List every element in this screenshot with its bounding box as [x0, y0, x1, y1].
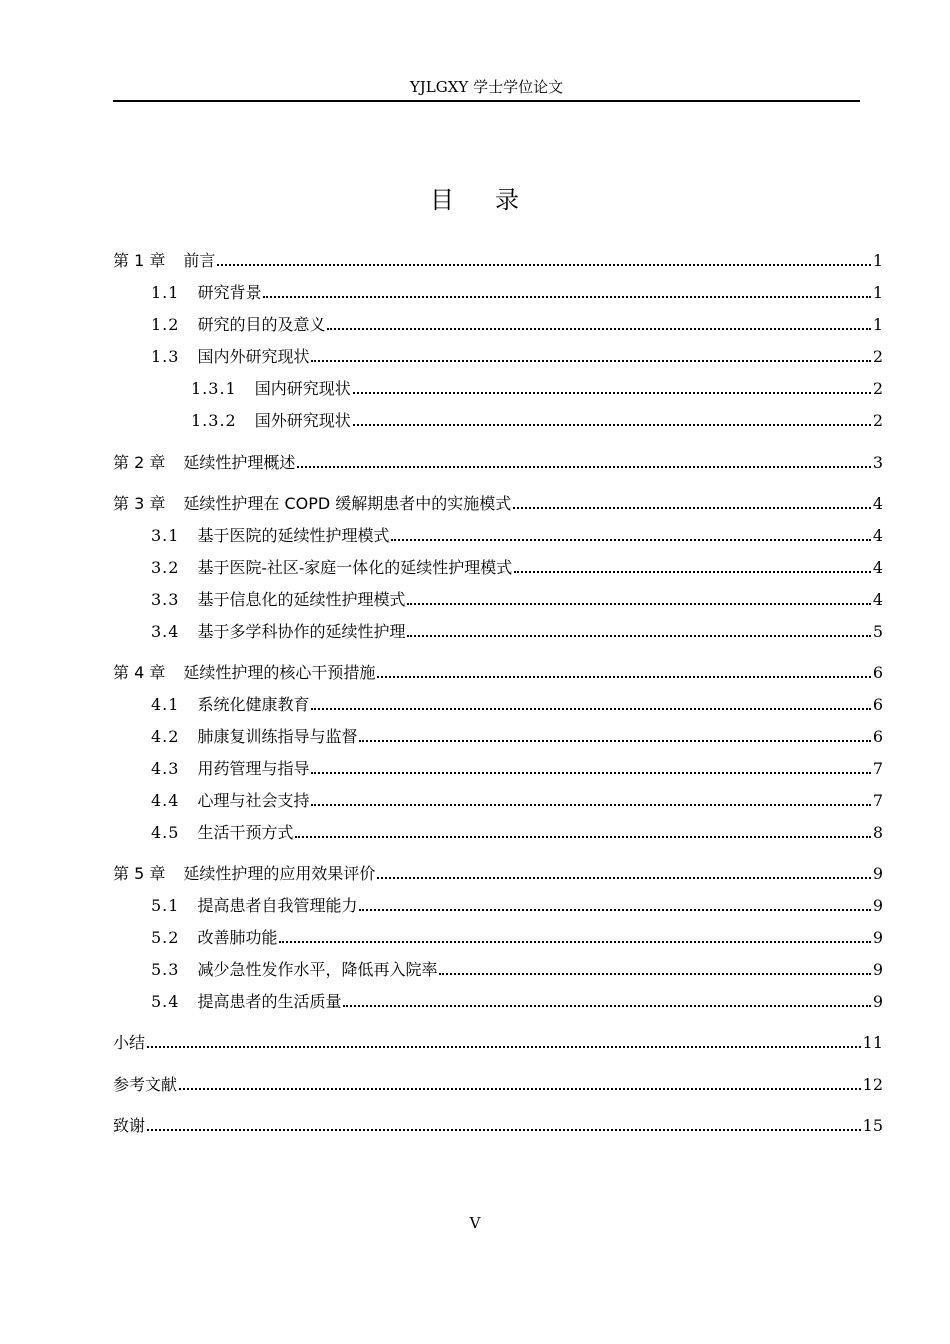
toc-entry-page: 3 — [872, 453, 883, 472]
toc-entry-label: 国内研究现状 — [254, 379, 351, 398]
toc-entry-number: 5.3 — [151, 960, 180, 979]
dot-leader — [343, 1005, 870, 1007]
toc-entry-label: 研究背景 — [197, 283, 262, 302]
toc-entry-label: 基于多学科协作的延续性护理 — [197, 622, 406, 641]
toc-entry[interactable] — [113, 523, 883, 547]
toc-entry-page: 2 — [872, 411, 883, 430]
toc-entry-label: 心理与社会支持 — [197, 791, 310, 810]
toc-entry-page: 1 — [872, 315, 883, 334]
page-number: V — [469, 1214, 481, 1232]
toc-entry-number: 1.3.2 — [191, 411, 237, 430]
dot-leader — [327, 328, 870, 330]
dot-leader — [407, 603, 870, 605]
toc-entry-page: 1 — [872, 251, 883, 270]
dot-leader — [439, 973, 870, 975]
toc-entry-label: 用药管理与指导 — [197, 759, 310, 778]
toc-entry-label: 国内外研究现状 — [197, 347, 310, 366]
toc-entry-number: 3.2 — [151, 558, 180, 577]
dot-leader — [147, 1129, 861, 1131]
toc-entry-label: 前言 — [183, 251, 216, 270]
toc-entry[interactable] — [113, 587, 883, 611]
dot-leader — [263, 296, 870, 298]
toc-entry[interactable] — [113, 660, 883, 684]
toc-entry[interactable] — [113, 1072, 883, 1096]
toc-entry[interactable] — [113, 619, 883, 643]
dot-leader — [279, 941, 870, 943]
toc-entry-label: 小结 — [113, 1033, 146, 1052]
toc-entry-page: 6 — [872, 727, 883, 746]
toc-entry[interactable] — [113, 1030, 883, 1054]
toc-entry[interactable] — [113, 376, 883, 400]
toc-entry-label: 延续性护理在 COPD 缓解期患者中的实施模式 — [183, 494, 512, 513]
dot-leader — [377, 877, 870, 879]
toc-entry-page: 2 — [872, 347, 883, 366]
dot-leader — [297, 466, 870, 468]
toc-entry-label: 提高患者自我管理能力 — [197, 896, 358, 915]
toc-entry-label: 改善肺功能 — [197, 928, 278, 947]
toc-entry-label: 生活干预方式 — [197, 823, 294, 842]
toc-entry[interactable] — [113, 925, 883, 949]
toc-entry[interactable] — [113, 450, 883, 474]
toc-entry-page: 5 — [872, 622, 883, 641]
dot-leader — [311, 804, 870, 806]
toc-entry-page: 9 — [872, 864, 883, 883]
toc-entry-number: 5.2 — [151, 928, 180, 947]
toc-entry-label: 延续性护理的核心干预措施 — [183, 663, 376, 682]
toc-entry-page: 11 — [862, 1033, 883, 1052]
toc-entry-label: 减少急性发作水平，降低再入院率 — [197, 960, 438, 979]
toc-entry-label: 基于医院-社区-家庭一体化的延续性护理模式 — [197, 558, 513, 577]
header-rule — [113, 100, 860, 102]
toc-entry[interactable] — [113, 724, 883, 748]
toc-entry-number: 第 2 章 — [113, 453, 166, 472]
running-header: YJLGXY 学士学位论文 — [409, 78, 564, 96]
toc-entry-label: 系统化健康教育 — [197, 695, 310, 714]
toc-entry[interactable] — [113, 692, 883, 716]
toc-entry-label: 国外研究现状 — [254, 411, 351, 430]
toc-entry-number: 4.2 — [151, 727, 180, 746]
toc-entry-number: 5.1 — [151, 896, 180, 915]
toc-entry-number: 1.3.1 — [191, 379, 237, 398]
dot-leader — [179, 1088, 861, 1090]
toc-entry-number: 1.3 — [151, 347, 180, 366]
dot-leader — [391, 539, 870, 541]
toc-entry-page: 4 — [872, 590, 883, 609]
toc-entry[interactable] — [113, 820, 883, 844]
toc-entry-page: 8 — [872, 823, 883, 842]
dot-leader — [359, 909, 870, 911]
toc-entry-page: 6 — [872, 695, 883, 714]
toc-entry[interactable] — [113, 989, 883, 1013]
toc-entry[interactable] — [113, 344, 883, 368]
toc-entry[interactable] — [113, 861, 883, 885]
dot-leader — [311, 360, 870, 362]
toc-entry-number: 4.3 — [151, 759, 180, 778]
toc-entry-page: 9 — [872, 896, 883, 915]
dot-leader — [407, 635, 870, 637]
dot-leader — [513, 507, 871, 509]
dot-leader — [217, 264, 870, 266]
toc-entry[interactable] — [113, 312, 883, 336]
toc-entry-number: 3.3 — [151, 590, 180, 609]
toc-entry-number: 3.4 — [151, 622, 180, 641]
toc-entry-page: 4 — [872, 558, 883, 577]
dot-leader — [147, 1046, 861, 1048]
toc-entry[interactable] — [113, 957, 883, 981]
toc-entry-number: 第 1 章 — [113, 251, 166, 270]
toc-entry[interactable] — [113, 408, 883, 432]
toc-title — [0, 180, 950, 215]
toc-entry[interactable] — [113, 491, 883, 515]
toc-entry-page: 2 — [872, 379, 883, 398]
toc-entry-label: 研究的目的及意义 — [197, 315, 326, 334]
toc-entry-label: 肺康复训练指导与监督 — [197, 727, 358, 746]
dot-leader — [353, 392, 871, 394]
toc-entry-number: 4.5 — [151, 823, 180, 842]
toc-entry[interactable] — [113, 555, 883, 579]
toc-entry-label: 延续性护理概述 — [183, 453, 296, 472]
toc-entry-number: 4.1 — [151, 695, 180, 714]
toc-entry-label: 基于医院的延续性护理模式 — [197, 526, 390, 545]
dot-leader — [377, 676, 870, 678]
toc-entry-number: 4.4 — [151, 791, 180, 810]
toc-entry-page: 4 — [872, 526, 883, 545]
toc-entry-page: 4 — [872, 494, 883, 513]
toc-entry[interactable] — [113, 1113, 883, 1137]
toc-entry-number: 第 4 章 — [113, 663, 166, 682]
toc-entry-page: 9 — [872, 992, 883, 1011]
toc-entry-number: 3.1 — [151, 526, 180, 545]
toc-entry[interactable] — [113, 788, 883, 812]
toc-entry-page: 12 — [862, 1075, 883, 1094]
toc-entry-label: 基于信息化的延续性护理模式 — [197, 590, 406, 609]
dot-leader — [359, 740, 870, 742]
toc-entry-page: 15 — [862, 1116, 883, 1135]
toc-entry[interactable] — [113, 280, 883, 304]
toc-entry-label: 提高患者的生活质量 — [197, 992, 342, 1011]
toc-title-right: 录 — [495, 186, 520, 214]
toc-entry-page: 1 — [872, 283, 883, 302]
toc-entry-page: 6 — [872, 663, 883, 682]
toc-entry-label: 致谢 — [113, 1116, 146, 1135]
toc-entry[interactable] — [113, 756, 883, 780]
toc-entry-page: 7 — [872, 791, 883, 810]
dot-leader — [311, 772, 870, 774]
toc-entry-label: 参考文献 — [113, 1075, 178, 1094]
toc-entry-number: 第 5 章 — [113, 864, 166, 883]
toc-entry-page: 9 — [872, 928, 883, 947]
toc-entry[interactable] — [113, 248, 883, 272]
toc-entry-number: 1.1 — [151, 283, 180, 302]
dot-leader — [295, 836, 870, 838]
dot-leader — [311, 708, 870, 710]
toc-entry-page: 7 — [872, 759, 883, 778]
toc-entry-number: 第 3 章 — [113, 494, 166, 513]
toc-title-left: 目 — [430, 186, 455, 214]
dot-leader — [514, 571, 871, 573]
dot-leader — [353, 424, 871, 426]
toc-entry[interactable] — [113, 893, 883, 917]
toc-entry-page: 9 — [872, 960, 883, 979]
toc-entry-label: 延续性护理的应用效果评价 — [183, 864, 376, 883]
toc-entry-number: 5.4 — [151, 992, 180, 1011]
toc-entry-number: 1.2 — [151, 315, 180, 334]
